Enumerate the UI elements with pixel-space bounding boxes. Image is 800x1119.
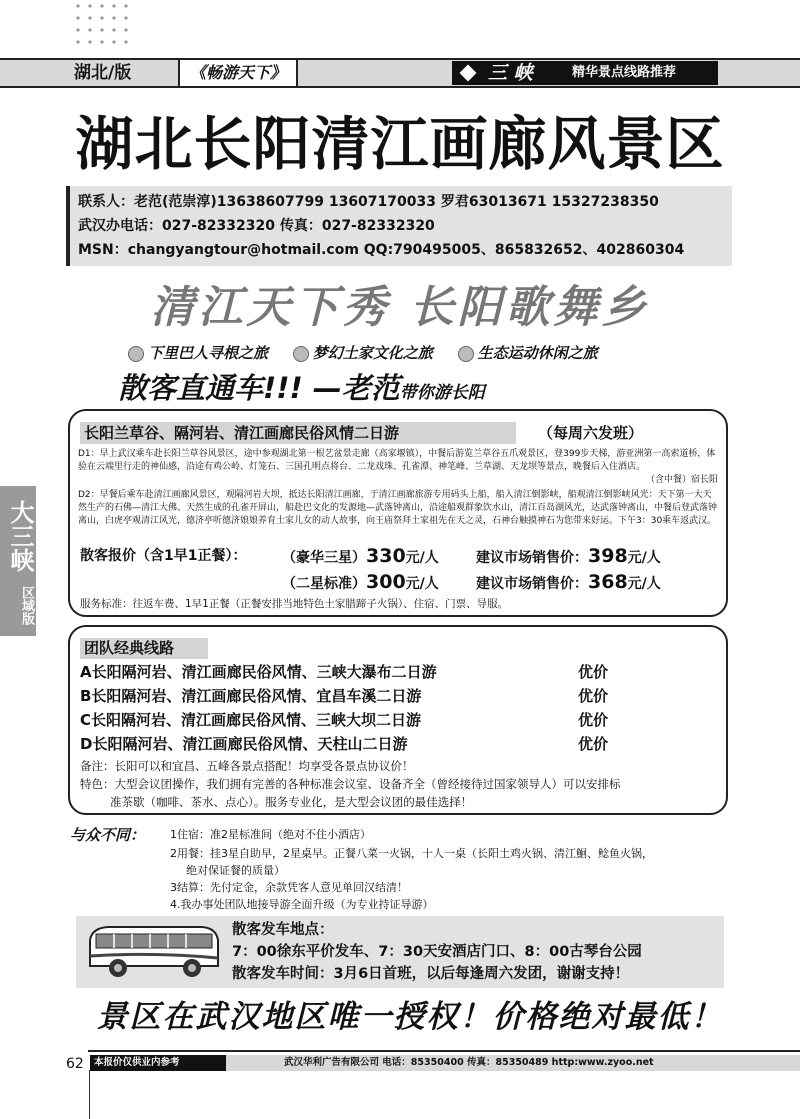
difference-label: 与众不同：	[70, 826, 146, 844]
page-title: 湖北长阳清江画廊风景区	[75, 110, 725, 178]
difference-item: 1住宿：准2星标准间（绝对不住小酒店）	[170, 828, 371, 841]
standard-market-price: 建议市场销售价：368元/人	[476, 571, 661, 593]
price-label: 散客报价（含1早1正餐）：	[80, 548, 247, 564]
group-route: C长阳隔河岩、清江画廊民俗风情、三峡大坝二日游	[80, 711, 422, 729]
magazine-name: 《畅游天下》	[178, 60, 298, 86]
bus-icon	[84, 922, 224, 984]
footer-divider	[88, 1050, 800, 1052]
smiley-icon	[128, 346, 144, 362]
route1-day1: D1：早上武汉乘车赴长阳兰草谷风景区，途中参观湖北第一根艺盆景走廊（高家堰镇），中餐后游览兰草谷五爪观景区，登399步天梯，游亚洲第一高索道桥，体验在云端里行走的神仙感，沿途有鸡公岭、灯笼石、三国孔明点将台、二龙戏珠、孔雀潭、神笔峰、兰草湖、天龙坝等景点，晚餐后入住酒店。	[78, 449, 716, 472]
group-route-price: 优价	[578, 711, 609, 729]
departure-time: 散客发车时间：3月6日首班，以后每逢周六发团，谢谢支持！	[232, 966, 630, 982]
group-route: D长阳隔河岩、清江画廊民俗风情、天柱山二日游	[80, 735, 408, 753]
group-feature: 特色：大型会议团操作，我们拥有完善的各种标准会议室、设备齐全（曾经接待过国家领导人）可以安排标	[80, 777, 621, 791]
route1-title: 长阳兰草谷、隔河岩、清江画廊民俗风情二日游	[80, 422, 516, 444]
group-route-price: 优价	[578, 735, 609, 753]
deluxe-market-price: 建议市场销售价：398元/人	[476, 545, 661, 567]
smiley-icon	[293, 346, 309, 362]
contact-line-2: 武汉办电话：027-82332320 传真：027-82332320	[78, 218, 435, 234]
footer-info: 武汉华利广告有限公司 电话：85350400 传真：85350489 http:www.zyoo.net	[284, 1057, 654, 1068]
theme-item: 下里巴人寻根之旅	[128, 344, 268, 362]
page-number: 62	[66, 1056, 84, 1072]
standard-price: （二星标准）300元/人	[282, 571, 439, 593]
deluxe-price: （豪华三星）330元/人	[282, 545, 439, 567]
group-note: 备注：长阳可以和宜昌、五峰各景点搭配！均享受各景点协议价！	[80, 759, 414, 773]
series-tag: 精华景点线路推荐	[572, 65, 677, 80]
group-feature-cont: 准茶歇（咖啡、茶水、点心）。服务专业化，是大型会议团的最佳选择！	[110, 795, 473, 809]
group-route-price: 优价	[578, 663, 609, 681]
diamond-icon	[460, 65, 477, 82]
route1-day1-end: （含中餐）宿长阳	[645, 475, 718, 485]
group-title: 团队经典线路	[80, 638, 208, 659]
departure-title: 散客发车地点：	[232, 922, 334, 938]
group-route-price: 优价	[578, 687, 609, 705]
difference-item: 4.我办事处团队地接导游全面升级（为专业持证导游）	[170, 898, 434, 911]
series-banner	[452, 61, 718, 85]
edition-label: 湖北/版	[74, 63, 132, 83]
footer-tag: 本报价仅供业内参考	[90, 1055, 226, 1071]
departure-points: 7：00徐东平价发车、7：30天安酒店门口、8：00古琴台公园	[232, 944, 642, 960]
direct-bus-heading: 散客直通车!!! —老范带你游长阳	[118, 371, 485, 405]
route1-day2: D2：早餐后乘车赴清江画廊风景区，观隔河岩大坝，抵达长阳清江画廊，于清江画廊旅游专用码头上船，船入清江倒影峡，船观清江倒影峡风光：天下第一大天然生产的石佛—清江大佛、天然生成的孔雀开屏山，船赴巴文化的发源地—武落钟离山，沿途船观群象饮水山，清江百岛湖风光，达武落钟离山，中餐后登武落钟离山，白虎亭观清江风光，德济亭听德济娘娘养育土家儿女的动人故事，向王庙祭拜土家祖先在天之灵，石神台触摸神石为您带来好运。下午3：30乘车返武汉。	[78, 490, 718, 526]
group-route: B长阳隔河岩、清江画廊民俗风情、宜昌车溪二日游	[80, 687, 422, 705]
theme-list	[128, 340, 688, 366]
region-side-tab: 大三峡 区域版	[0, 486, 36, 636]
difference-item: 绝对保证餐的质量）	[186, 864, 285, 877]
service-standard: 服务标准：往返车费、1早1正餐（正餐安排当地特色土家腊蹄子火锅）、住宿、门票、导服。	[80, 598, 509, 610]
decorative-dots	[72, 0, 132, 52]
theme-item: 梦幻土家文化之旅	[293, 344, 433, 362]
slogan-bottom: 景区在武汉地区唯一授权！价格绝对最低！	[96, 999, 724, 1035]
slogan-top: 清江天下秀 长阳歌舞乡	[150, 282, 650, 333]
margin-line	[89, 1070, 90, 1119]
contact-line-3: MSN：changyangtour@hotmail.com QQ:790495005、865832652、402860304	[78, 242, 685, 258]
contact-line-1: 联系人：老范(范崇淳)13638607799 13607170033 罗君63013671 15327238350	[78, 194, 659, 210]
difference-item: 2用餐：挂3星自助早，2星桌早。正餐八菜一火锅，十人一桌（长阳土鸡火锅、清江鮰、鲶鱼火锅，	[170, 847, 653, 860]
theme-item: 生态运动休闲之旅	[458, 344, 598, 362]
group-route: A长阳隔河岩、清江画廊民俗风情、三峡大瀑布二日游	[80, 663, 437, 681]
smiley-icon	[458, 346, 474, 362]
contact-panel	[66, 186, 732, 266]
route1-schedule: （每周六发班）	[538, 424, 644, 442]
difference-item: 3结算：先付定金，余款凭客人意见单回汉结清！	[170, 881, 408, 894]
series-name: 三 峡	[488, 62, 533, 84]
